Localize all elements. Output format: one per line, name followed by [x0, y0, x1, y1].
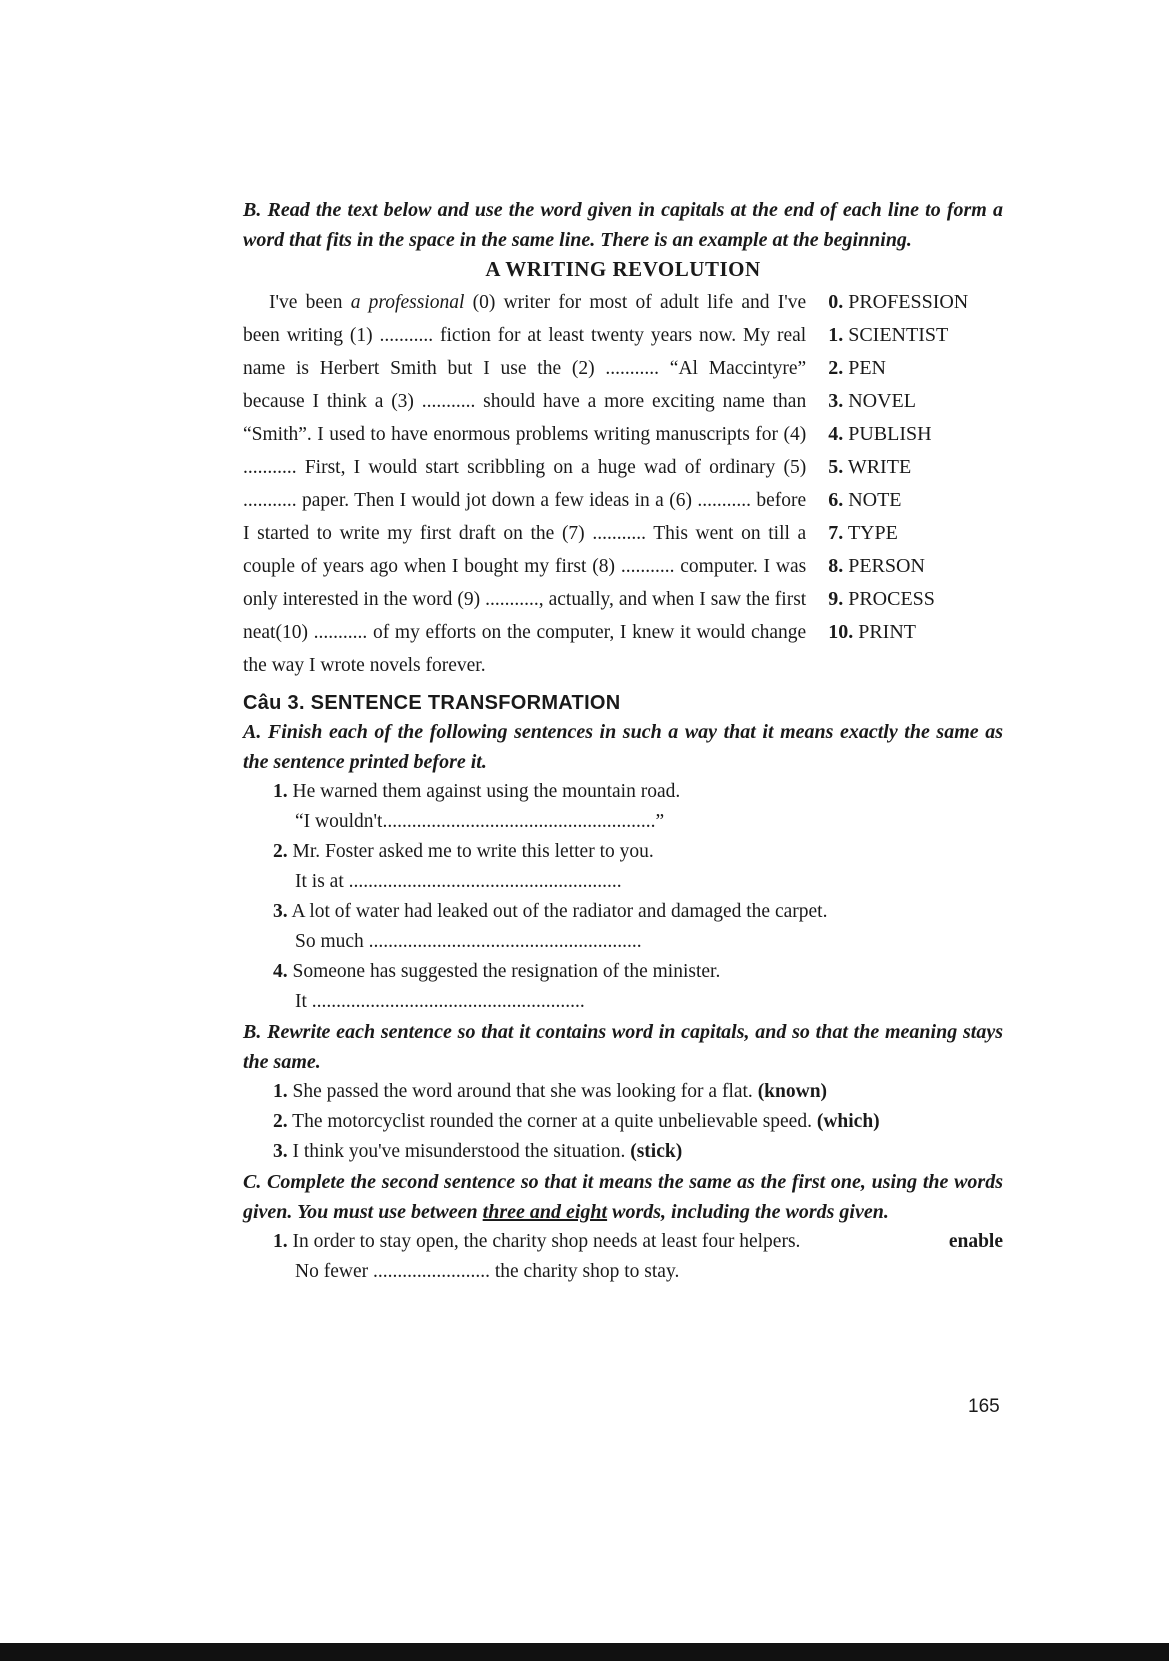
- word-item: 3. NOVEL: [828, 390, 916, 412]
- word-item: 5. WRITE: [828, 456, 912, 478]
- part-c-instruction: C. Complete the second sentence so that it means the same as the first one, using the words given. You must use between three and eight words, including the words given.: [243, 1171, 1003, 1223]
- list-item: 1. In order to stay open, the charity shop needs at least four helpers. enable: [243, 1227, 1003, 1257]
- answer-line: So much ........................................................: [295, 931, 642, 952]
- scan-edge: [0, 1643, 1169, 1661]
- list-item: 2. The motorcyclist rounded the corner at a quite unbelievable speed. (which): [273, 1111, 880, 1132]
- part-b2-items: [243, 1077, 1003, 1167]
- part-a-items: [243, 777, 1003, 1017]
- word-item: 6. NOTE: [828, 489, 902, 511]
- word-item: 8. PERSON: [828, 555, 925, 577]
- word-formation-exercise: [243, 286, 1003, 682]
- part-b-instruction: B. Read the text below and use the word given in capitals at the end of each line to form a word that fits in the space in the same line. There is an example at the beginning.: [243, 199, 1003, 251]
- page-number: 165: [968, 1396, 1000, 1417]
- list-item: 3. A lot of water had leaked out of the radiator and damaged the carpet.: [273, 901, 828, 922]
- word-item: 1. SCIENTIST: [828, 324, 949, 346]
- part-c-items: [243, 1227, 1003, 1287]
- keyword: enable: [948, 1231, 1003, 1252]
- word-item: 0. PROFESSION: [828, 291, 969, 313]
- word-item: 10. PRINT: [828, 621, 916, 643]
- page-content: [243, 195, 1003, 1287]
- passage-text: [243, 286, 806, 682]
- passage-before-example: I've been: [269, 292, 351, 313]
- part-b2-instruction: B. Rewrite each sentence so that it contains word in capitals, and so that the meaning stays the same.: [243, 1021, 1003, 1073]
- capital-words-list: [828, 286, 1003, 682]
- list-item: 4. Someone has suggested the resignation of the minister.: [273, 961, 721, 982]
- list-item: 1. He warned them against using the mountain road.: [273, 781, 681, 802]
- list-item: 3. I think you've misunderstood the situation. (stick): [273, 1141, 683, 1162]
- answer-line: No fewer ........................ the charity shop to stay.: [295, 1261, 680, 1282]
- answer-line: It ........................................................: [295, 991, 585, 1012]
- section-heading: Câu 3. SENTENCE TRANSFORMATION: [243, 692, 621, 714]
- part-a-instruction: A. Finish each of the following sentences in such a way that it means exactly the same as the sentence printed before it.: [243, 721, 1003, 773]
- passage-title: A WRITING REVOLUTION: [485, 257, 761, 281]
- passage-after-example: (0) writer for most of adult life and I've been writing (1) ........... fiction for at least twenty years now. My real name is Herbert Smith but I use the (2) ........... “Al Maccintyre” because I think a (3) ........... should have a more exciting name than “Smith”. I used to have enormous problems writing manuscripts for (4) ........... First, I would start scribbling on a huge wad of ordinary (5) ........... paper. Then I would jot down a few ideas in a (6) ........... before I started to write my first draft on the (7) ........... This went on till a couple of years ago when I bought my first (8) ........... computer. I was only interested in the word (9) ..........., actually, and when I saw the first neat(10) ........... of my efforts on the computer, I knew it would change the way I wrote novels forever.: [243, 292, 807, 676]
- list-item: 2. Mr. Foster asked me to write this letter to you.: [273, 841, 654, 862]
- example-word: a professional: [350, 292, 465, 313]
- word-item: 4. PUBLISH: [828, 423, 932, 445]
- answer-line: It is at ........................................................: [295, 871, 622, 892]
- answer-line: “I wouldn't........................................................”: [295, 811, 665, 832]
- word-item: 7. TYPE: [828, 522, 898, 544]
- word-item: 2. PEN: [828, 357, 886, 379]
- word-item: 9. PROCESS: [828, 588, 935, 610]
- list-item: 1. She passed the word around that she was looking for a flat. (known): [273, 1081, 828, 1102]
